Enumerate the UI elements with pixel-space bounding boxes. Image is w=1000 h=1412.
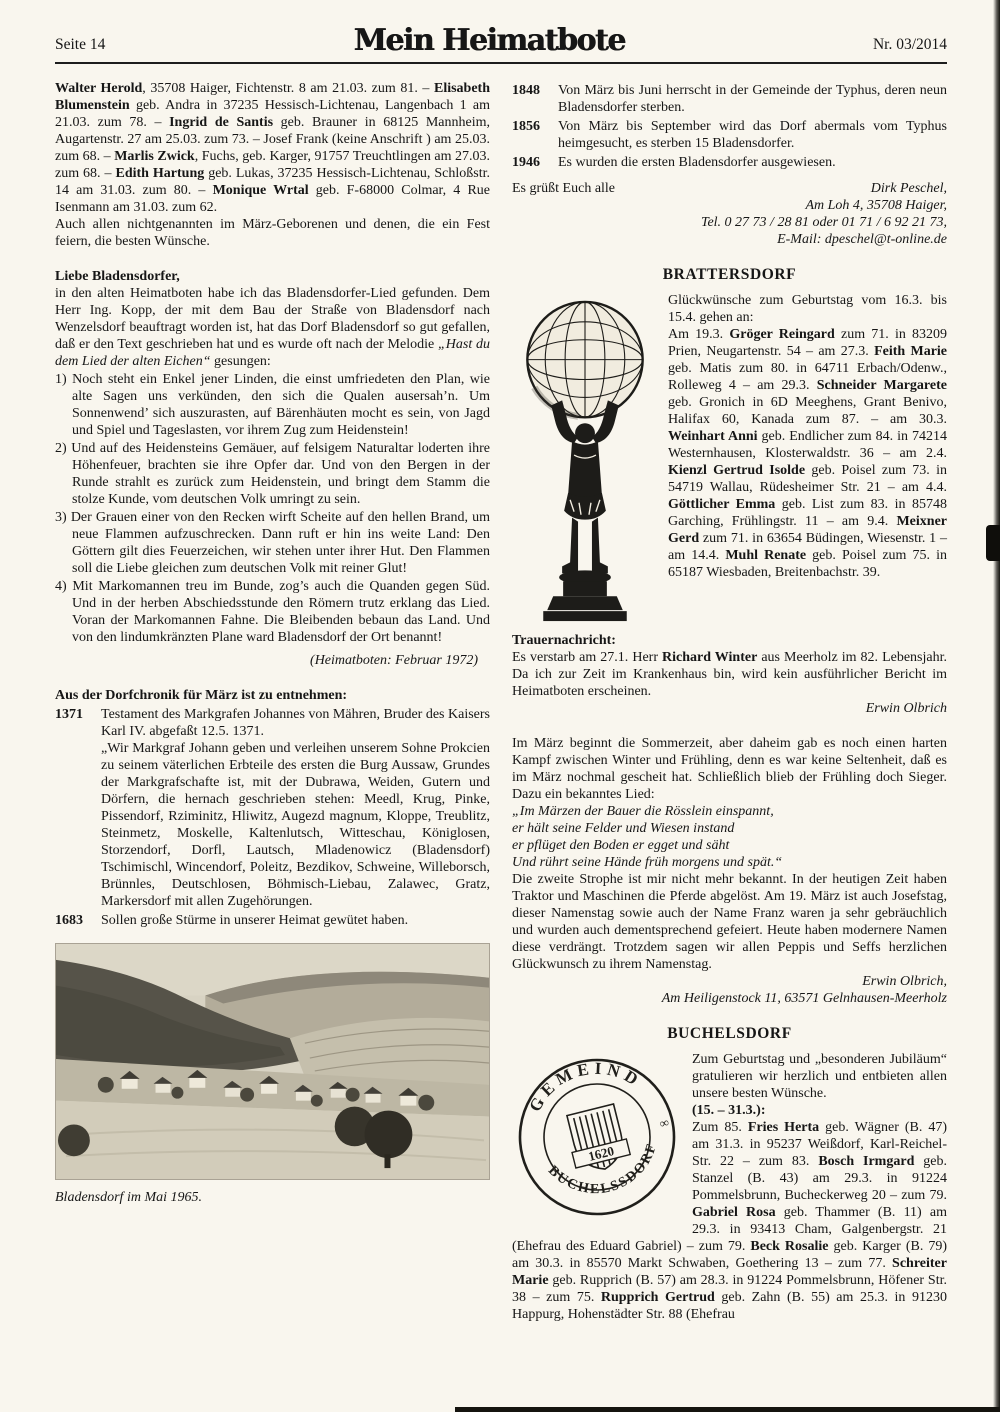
closing-greeting: Es grüßt Euch alle xyxy=(512,181,616,196)
photo-caption: Bladensdorf im Mai 1965. xyxy=(55,1190,202,1205)
brattersdorf-birthday-list: Am 19.3. Gröger Reingard zum 71. in 83209 Prien, Neugartenstr. 54 – am 27.3. Feith Marie geb. Matis zum 80. in 64711 Erbach/Odenw., Rolleweg 4 – am 29.3. Schneider Margarete geb. Gronich in 6D Meeghens, Grant Benivo, Halifax 60, Kanada zum 87. – am 30.3. Weinhart Anni geb. Endlicher zum 84. in 74214 Westernhausen, Klosterwaldstr. 36 – am 2.4. Kienzl Gertrud Isolde geb. Poisel zum 73. in 54719 Wallau, Rüdesheimer Str. 21 – am 4.4. Göttlicher Emma geb. List zum 83. in 85748 Garching, Frühlingstr. 11 – am 9.4. Meixner Gerd zum 71. in 63654 Büdingen, Wiesenstr. 1 – am 14.4. Muhl Renate geb. Poisel zum 75. in 65187 Wiesbaden, Breitenbachstr. 39. xyxy=(668,327,948,580)
verse-number: 3) xyxy=(55,510,67,525)
march-essay-paragraph-2: Die zweite Strophe ist mir nicht mehr bekannt. In der heutigen Zeit haben Traktor und Maschinen die Pferde abgelöst. Am 19. März ist auch Josefstag, dieser Namenstag sowie auch der Name Franz waren ja sehr gebräuchlich und wurden auch dementsprechend gefeiert. Heute haben modernere Namen diese verdrängt. Trotzdem sagen wir allen Peppis und Seffs herzlichen Glückwunsch zu ihrem Namenstag. xyxy=(512,872,947,972)
scan-edge-artifact-bottom xyxy=(455,1407,1000,1412)
chronicle-entry-1848 xyxy=(512,82,947,116)
brattersdorf-intro: Glückwünsche zum Geburtstag vom 16.3. bis 15.4. gehen an: xyxy=(668,293,947,325)
page-content xyxy=(55,23,948,1323)
chronicle-text: Testament des Markgrafen Johannes von Mähren, Bruder des Kaisers Karl IV. abgefaßt 12.5. 1371. „Wir Markgraf Johann geben und verleihen unserem Sohne Prokcien zu seinem väterlichen Erbteile des ersten die Burg Aussaw, Grundes der Markgrafschafte ist, mit der Dubrawa, Weiden, Gutern und Dörfern, die hernach geschrieben stehen: Meedl, Krug, Pinke, Pissendorf, Rziminitz, Hliwitz, Augezd magnum, Kloppe, Treublitz, Steinmetz, Moskelle, Kaltenlutsch, Witteschau, Königlosen, Storzendorf, Dorfl, Lautsch, Mladenowicz (Bladensdorf) Tschimischl, Wincendorf, Poleitz, Bezdikov, Schweine, Willeborsch, Brünnles, Deutschlosen, Böhmisch-Liebau, Zalawec, Gratz, Markersdorf mit allen Zugehörungen. xyxy=(101,707,490,909)
chronicle-heading: Aus der Dorfchronik für März ist zu entnehmen: xyxy=(55,688,348,703)
section-heading-buchelsdorf: BUCHELSDORF xyxy=(667,1025,792,1042)
chronicle-text: Sollen große Stürme in unserer Heimat gewütet haben. xyxy=(101,913,409,928)
chronicle-year: 1946 xyxy=(512,155,540,170)
buchelsdorf-birthday-list: Zum 85. Fries Herta geb. Wägner (B. 47) am 31.3. in 95237 Weißdorf, Karl-Reichel-Str. 22 – zum 83. Bosch Irmgard geb. Stanzel (B. 43) am 29.3. in 91224 Pommelsbrunn, Bucheckerweg 20 – zum 79. Gabriel Rosa geb. Thammer (B. 11) am 29.3. in 93413 Cham, Galgenbergstr. 21 (Ehefrau des Eduard Gabriel) – zum 79. Beck Rosalie geb. Karger (B. 79) am 30.3. in 85570 Markt Schwaben, Goethering 13 – zum 77. Schreiter Marie geb. Rupprich (B. 57) am 28.3. in 91224 Pommelsbrunn, Höfener Str. 38 – zum 75. Rupprich Gertrud geb. Zahn (B. 55) am 25.3. in 91230 Happurg, Hohenstädter Str. 88 (Ehefrau xyxy=(512,1120,948,1322)
atlas-statue-svg xyxy=(512,296,658,632)
section-heading-brattersdorf: BRATTERSDORF xyxy=(662,266,797,283)
obituary-heading: Trauernachricht: xyxy=(512,633,616,648)
gemeinde-buchelssdorf-seal xyxy=(512,1054,682,1220)
song-verse-1 xyxy=(55,371,490,439)
seal-decoration-infinity: ∞ xyxy=(657,1114,671,1132)
scan-blob-artifact xyxy=(986,525,1000,561)
chronicle-year: 1683 xyxy=(55,913,83,928)
chronicle-entry-1856 xyxy=(512,118,947,152)
song-verse-2 xyxy=(55,440,490,508)
seal-bottom-text: BUCHELSSDORF xyxy=(544,1140,661,1198)
buchelsdorf-section xyxy=(512,1051,947,1323)
buchelsdorf-intro: Zum Geburtstag und „besonderen Jubiläum“ gratulieren wir herzlich und entbieten allen unsere besten Wünsche. xyxy=(692,1052,947,1101)
page-number: Seite 14 xyxy=(55,35,106,53)
right-column xyxy=(512,80,947,1323)
obituary-signature: Erwin Olbrich xyxy=(865,701,947,716)
two-column-layout xyxy=(55,80,947,1323)
song-verse-4 xyxy=(55,578,490,646)
chronicle-text: Es wurden die ersten Bladensdorfer ausgewiesen. xyxy=(558,155,836,170)
obituary-text: Es verstarb am 27.1. Herr Richard Winter aus Meerholz im 82. Lebensjahr. Da ich zur Zeit im Krankenhaus bin, wird kein ausführlicher Bericht im Heimatboten erscheinen. xyxy=(512,650,947,699)
signature-email: E-Mail: dpeschel@t-online.de xyxy=(777,232,947,247)
brattersdorf-section xyxy=(512,292,947,581)
song-verse-3 xyxy=(55,509,490,577)
chronicle-entry-1683 xyxy=(55,912,490,929)
chronicle-text: Von März bis September wird das Dorf abermals vom Typhus heimgesucht, es sterben 15 Bladensdorfer. xyxy=(558,119,947,151)
letter-intro: in den alten Heimatboten habe ich das Bladensdorfer-Lied gefunden. Dem Herr Ing. Kopp, der mit dem Bau der Straße von Bladensdorf nach Wenzelsdorf beauftragt worden ist, hat das Dorf Bladensdorf so gut gefallen, daß er den Text geschrieben hat und es wurde oft nach der Melodie „Hast du dem Lied der alten Eichen“ gesungen: xyxy=(55,286,490,369)
village-photo xyxy=(55,943,490,1180)
folk-song-line-1: „Im Märzen der Bauer die Rösslein einspannt, xyxy=(512,804,774,819)
chronicle-year: 1848 xyxy=(512,83,540,98)
chronicle-year: 1371 xyxy=(55,707,83,722)
verse-number: 4) xyxy=(55,579,67,594)
issue-number: Nr. 03/2014 xyxy=(872,35,947,53)
chronicle-entry-1371 xyxy=(55,706,490,910)
scan-edge-artifact-right xyxy=(993,0,1000,1412)
folk-song-line-2: er hält seine Felder und Wiesen instand xyxy=(512,821,735,836)
village-landscape-illustration xyxy=(56,944,489,1179)
chronicle-text: Von März bis Juni herrscht in der Gemeinde der Typhus, deren neun Bladensdorfer sterben. xyxy=(558,83,947,115)
atlas-statue-illustration xyxy=(512,296,658,632)
folk-song-line-4: Und rührt seine Hände früh morgens und spät.“ xyxy=(512,855,783,870)
page-header xyxy=(55,23,947,58)
march-birthdays-paragraph: Walter Herold, 35708 Haiger, Fichtenstr. 8 am 21.03. zum 81. – Elisabeth Blumenstein geb. Andra in 37235 Hessisch-Lichtenau, Langenbach 1 am 21.03. zum 78. – Ingrid de Santis geb. Brauner in 68125 Mannheim, Augartenstr. 27 am 25.03. zum 73. – Josef Frank (keine Anschrift ) am 25.03. zum 68. – Marlis Zwick, Fuchs, geb. Karger, 91757 Treuchtlingen am 27.03. zum 68. – Edith Hartung geb. Lukas, 37235 Hessisch-Lichtenau, Schloßstr. 14 am 31.03. zum 80. – Monique Wrtal geb. F-68000 Colmar, 4 Rue Isenmann am 31.03. zum 62. xyxy=(55,81,491,215)
letter-heading: Liebe Bladensdorfer, xyxy=(55,269,180,284)
signature-name: Dirk Peschel, xyxy=(870,181,947,196)
buchelsdorf-date-range: (15. – 31.3.): xyxy=(692,1103,766,1118)
folk-song-line-3: er pflüget den Boden er egget und säht xyxy=(512,838,730,853)
verse-text: Und auf des Heidensteins Gemäuer, auf felsigem Naturaltar loderten ihre Höhenfeuer, brachten sie ihre Opfer dar. Und von den Bergen in der Runde strahlt es zurück zum Heidenstein, und bringt dem Stamm die stolze Kunde, vom deutschen Volk umringt zu sein. xyxy=(71,441,491,507)
seal-top-text: GEMEIND xyxy=(525,1058,646,1115)
verse-text: Noch steht ein Enkel jener Linden, die einst umfriedeten den Plan, wie alte Sagen uns verkünden, den sich die Qualen ausersah’n. Um Sonnenwend’ sich auszurasten, auf Bärenhäuten mocht es sein, von Jagd und Spiel und Tageslasten, vor ihrem Zug zum Heidenstein! xyxy=(72,372,491,438)
verse-text: Der Grauen einer von den Recken wirft Scheite auf den hellen Brand, um neue Flammen aufzuschrecken. Dann ruft er hin ins weite Land: Den Göttern gilt dies Feuerzeichen, wir stehen unter ihrer Hut. Den Flammen soll die Liebe gleichen zum deutschen Volk mit reiner Glut! xyxy=(70,510,491,576)
song-source: (Heimatboten: Februar 1972) xyxy=(310,653,478,668)
seal-year: 1620 xyxy=(586,1143,616,1164)
verse-text: Mit Markomannen treu im Bunde, zog’s auch die Quanden gegen Süd. Und in der herben Abschiedsstunde den Römern trutz erklang das Lied. Voran der Markomannen Fahne. Die Bleibenden bebaun das Land. Und von den lindumkränzten Plane ward Bladensdorf der Ort benannt! xyxy=(72,579,490,645)
masthead-title: Mein Heimatbote xyxy=(353,23,625,58)
signature-address: Am Loh 4, 35708 Haiger, xyxy=(805,198,947,213)
signature-phone: Tel. 0 27 73 / 28 81 oder 01 71 / 6 92 21 73, xyxy=(700,215,947,230)
essay-signature-name: Erwin Olbrich, xyxy=(862,974,947,989)
verse-number: 2) xyxy=(55,441,67,456)
seal-svg xyxy=(512,1054,682,1220)
march-essay-paragraph-1: Im März beginnt die Sommerzeit, aber daheim gab es noch einen harten Kampf zwischen Winter und Frühling, denn es war keine Seltenheit, daß es im März nochmal gescheit hat. Schließlich blieb der Frühling doch Sieger. Dazu ein bekanntes Lied: xyxy=(512,736,947,802)
chronicle-year: 1856 xyxy=(512,119,540,134)
left-column xyxy=(55,80,490,1323)
verse-number: 1) xyxy=(55,372,67,387)
chronicle-entry-1946 xyxy=(512,154,947,171)
birthday-wishes: Auch allen nichtgenannten im März-Geborenen und denen, die ein Fest feiern, die besten Wünsche. xyxy=(55,217,490,249)
closing-greeting-row xyxy=(512,180,947,197)
essay-signature-address: Am Heiligenstock 11, 63571 Gelnhausen-Meerholz xyxy=(661,991,947,1006)
header-rule xyxy=(55,62,947,64)
